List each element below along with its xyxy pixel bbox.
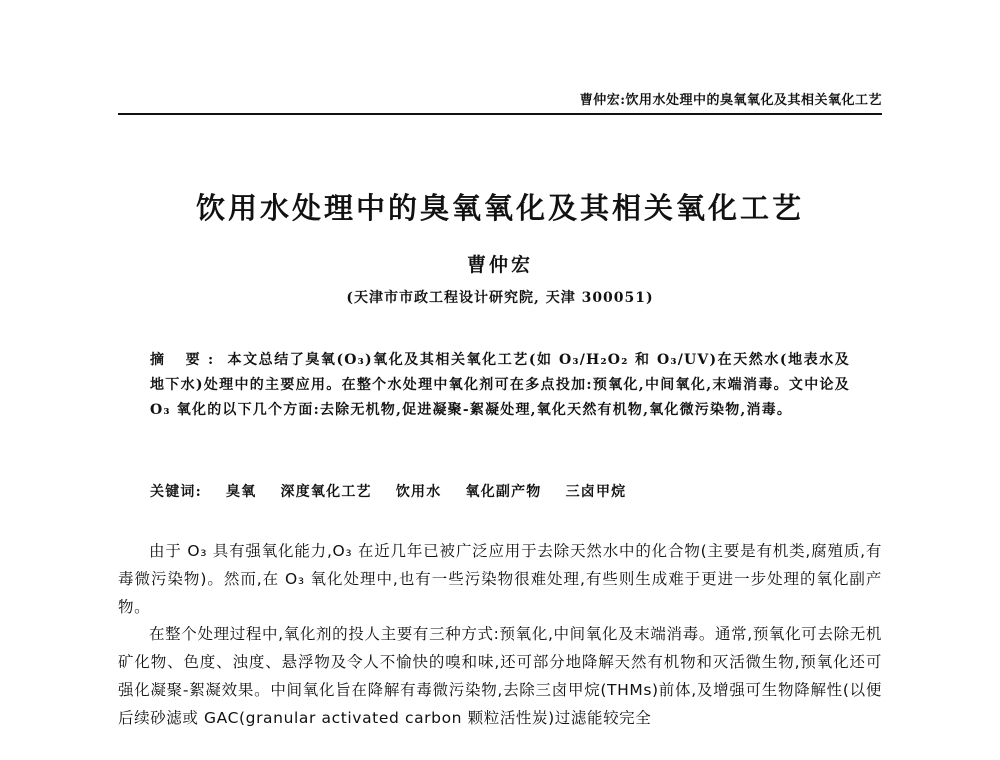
keywords-label: 关键词:	[150, 484, 202, 500]
body-text	[118, 538, 882, 733]
body-paragraph: 在整个处理过程中,氧化剂的投人主要有三种方式:预氧化,中间氧化及末端消毒。通常,预氧化可去除无机矿化物、色度、浊度、悬浮物及令人不愉快的嗅和味,还可部分地降解天然有机物和灭活微生物,预氧化还可强化凝聚-絮凝效果。中间氧化旨在降解有毒微污染物,去除三卤甲烷(THMs)前体,及增强可生物降解性(以便后续砂滤或 GAC(granular activated carbon 颗粒活性炭)过滤能较完全	[118, 625, 882, 727]
body-paragraph: 由于 O₃ 具有强氧化能力,O₃ 在近几年已被广泛应用于去除天然水中的化合物(主要是有机类,腐殖质,有毒微污染物)。然而,在 O₃ 氧化处理中,也有一些污染物很难处理,有些则生成难于更进一步处理的氧化副产物。	[118, 542, 882, 616]
keyword: 三卤甲烷	[565, 484, 627, 500]
author: 曹仲宏	[466, 254, 533, 276]
affiliation: (天津市市政工程设计研究院, 天津 300051)	[346, 290, 654, 306]
abstract-text: 本文总结了臭氧(O₃)氧化及其相关氧化工艺(如 O₃/H₂O₂ 和 O₃/UV)在天然水(地表水及地下水)处理中的主要应用。在整个水处理中氧化剂可在多点投加:预氧化,中间氧化,末端消毒。文中论及 O₃ 氧化的以下几个方面:去除无机物,促进凝聚-絮凝处理,氧化天然有机物,氧化微污染物,消毒。	[150, 352, 850, 418]
header-rule	[118, 113, 882, 115]
keyword: 饮用水	[395, 484, 442, 500]
keyword: 臭氧	[226, 484, 257, 500]
keyword: 深度氧化工艺	[280, 484, 372, 500]
keywords	[150, 481, 850, 501]
running-head: 曹仲宏:饮用水处理中的臭氧氧化及其相关氧化工艺	[579, 93, 882, 108]
abstract-label: 摘 要:	[150, 352, 222, 368]
abstract	[150, 348, 850, 422]
keyword: 氧化副产物	[465, 484, 542, 500]
paper-title: 饮用水处理中的臭氧氧化及其相关氧化工艺	[195, 191, 804, 225]
